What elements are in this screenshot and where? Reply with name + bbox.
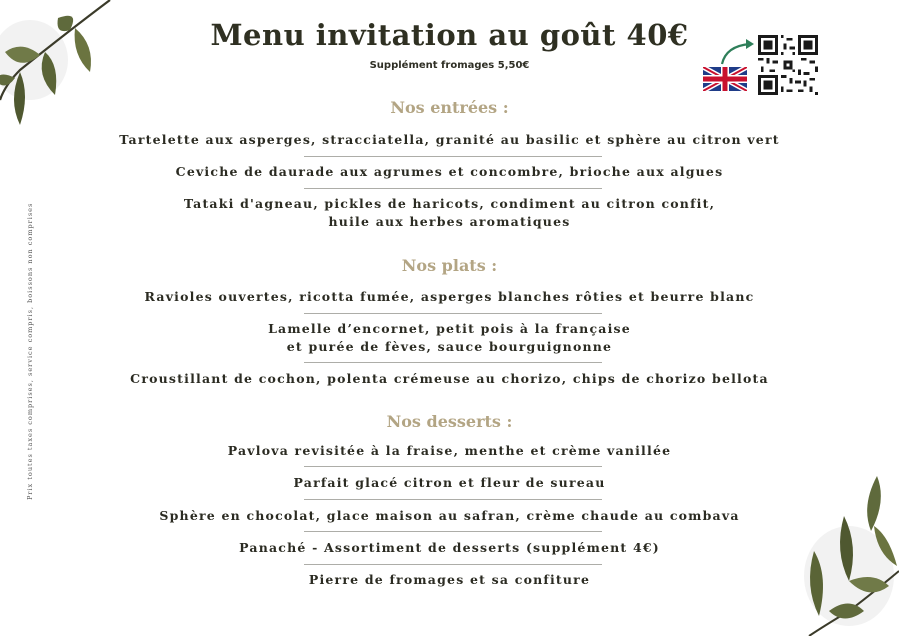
menu-item: Tataki d'agneau, pickles de haricots, condiment au citron confit, [183, 196, 716, 211]
menu-item: Ravioles ouvertes, ricotta fumée, asperges blanches rôties et beurre blanc [144, 289, 755, 304]
section-title-entrees: Nos entrées : [390, 98, 509, 117]
divider [304, 362, 602, 363]
menu-item: Croustillant de cochon, polenta crémeuse au chorizo, chips de chorizo bellota [130, 371, 769, 386]
menu-item: Pavlova revisitée à la fraise, menthe et crème vanillée [227, 443, 672, 458]
curved-arrow-icon [718, 36, 758, 66]
menu-item: Panaché - Assortiment de desserts (supplément 4€) [239, 540, 660, 555]
menu-item: Tartelette aux asperges, stracciatella, granité au basilic et sphère au citron vert [119, 132, 780, 147]
divider [304, 564, 602, 565]
menu-item: Sphère en chocolat, glace maison au safran, crème chaude au combava [159, 508, 740, 523]
tax-service-note: Prix toutes taxes comprises, service compris, boissons non comprises [26, 202, 34, 500]
menu-item: Parfait glacé citron et fleur de sureau [293, 475, 606, 490]
divider [304, 188, 602, 189]
divider [304, 531, 602, 532]
divider [304, 313, 602, 314]
cheese-supplement-note: Supplément fromages 5,50€ [369, 60, 530, 71]
menu-item: Pierre de fromages et sa confiture [308, 572, 591, 587]
qr-code[interactable] [758, 35, 818, 95]
section-title-plats: Nos plats : [401, 256, 498, 275]
menu-item: Ceviche de daurade aux agrumes et concombre, brioche aux algues [175, 164, 724, 179]
divider [304, 466, 602, 467]
menu-title: Menu invitation au goût 40€ [210, 18, 689, 52]
menu-item: Lamelle d’encornet, petit pois à la française [268, 321, 631, 336]
menu-item-continuation: et purée de fèves, sauce bourguignonne [286, 339, 613, 354]
uk-flag-icon[interactable] [703, 67, 747, 91]
section-title-desserts: Nos desserts : [386, 412, 513, 431]
divider [304, 156, 602, 157]
menu-item-continuation: huile aux herbes aromatiques [328, 214, 571, 229]
divider [304, 499, 602, 500]
